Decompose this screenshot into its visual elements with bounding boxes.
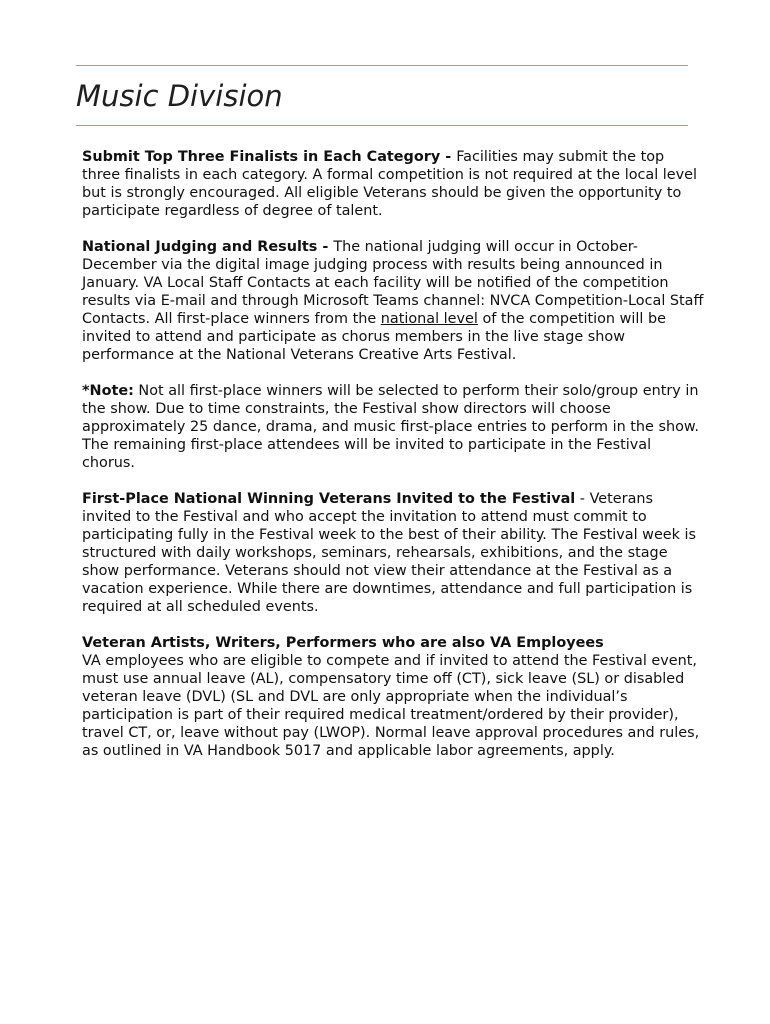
section-note [82, 382, 704, 472]
section-va-employees [82, 634, 704, 761]
section-heading: *Note: [82, 382, 134, 399]
title-bottom-rule [76, 125, 688, 126]
section-submit-finalists [82, 148, 704, 220]
section-heading: First-Place National Winning Veterans Invited to the Festival [82, 490, 576, 507]
section-heading: National Judging and Results - [82, 238, 334, 255]
national-level-underlined-text: national level [380, 311, 478, 328]
page-title: Music Division [76, 79, 283, 113]
section-text: of the competition will be invited to attend and participate as chorus members in the live stage show performance at the National Veterans Creative Arts Festival. [82, 311, 666, 364]
section-heading: Veteran Artists, Writers, Performers who are also VA Employees [82, 634, 604, 651]
section-text: Not all first-place winners will be selected to perform their solo/group entry in the show. Due to time constraints, the Festival show directors will choose approximately 25 dance, drama, and music first-place entries to perform in the show. The remaining first-place attendees will be invited to participate in the Festival chorus. [82, 382, 699, 472]
title-top-rule [76, 65, 688, 66]
document-body [82, 148, 704, 778]
section-first-place-invited [82, 490, 704, 617]
section-heading: Submit Top Three Finalists in Each Category - [82, 149, 457, 165]
section-text: - Veterans invited to the Festival and who accept the invitation to attend must commit to participating fully in the Festival week to the best of their ability. The Festival week is structured with daily workshops, seminars, rehearsals, exhibitions, and the stage show performance. Veterans should not view their attendance at the Festival as a vacation experience. While there are downtimes, attendance and full participation is required at all scheduled events. [82, 490, 697, 616]
section-national-judging [82, 238, 704, 365]
section-text: The national judging will occur in October-December via the digital image judging process with results being announced in January. VA Local Staff Contacts at each facility will be notified of the competition results via E-mail and through Microsoft Teams channel: NVCA Competition-Local Staff Contacts. All first-place winners from the [82, 238, 704, 328]
section-text: VA employees who are eligible to compete and if invited to attend the Festival event, must use annual leave (AL), compensatory time off (CT), sick leave (SL) or disabled veteran leave (DVL) (SL and DVL are only appropriate when the individual’s participation is part of their required medical treatment/ordered by their provider), travel CT, or, leave without pay (LWOP). Normal leave approval procedures and rules, as outlined in VA Handbook 5017 and applicable labor agreements, apply. [82, 652, 700, 760]
section-text: Facilities may submit the top three finalists in each category. A formal competition is not required at the local level but is strongly encouraged. All eligible Veterans should be given the opportunity to participate regardless of degree of talent. [82, 149, 698, 220]
